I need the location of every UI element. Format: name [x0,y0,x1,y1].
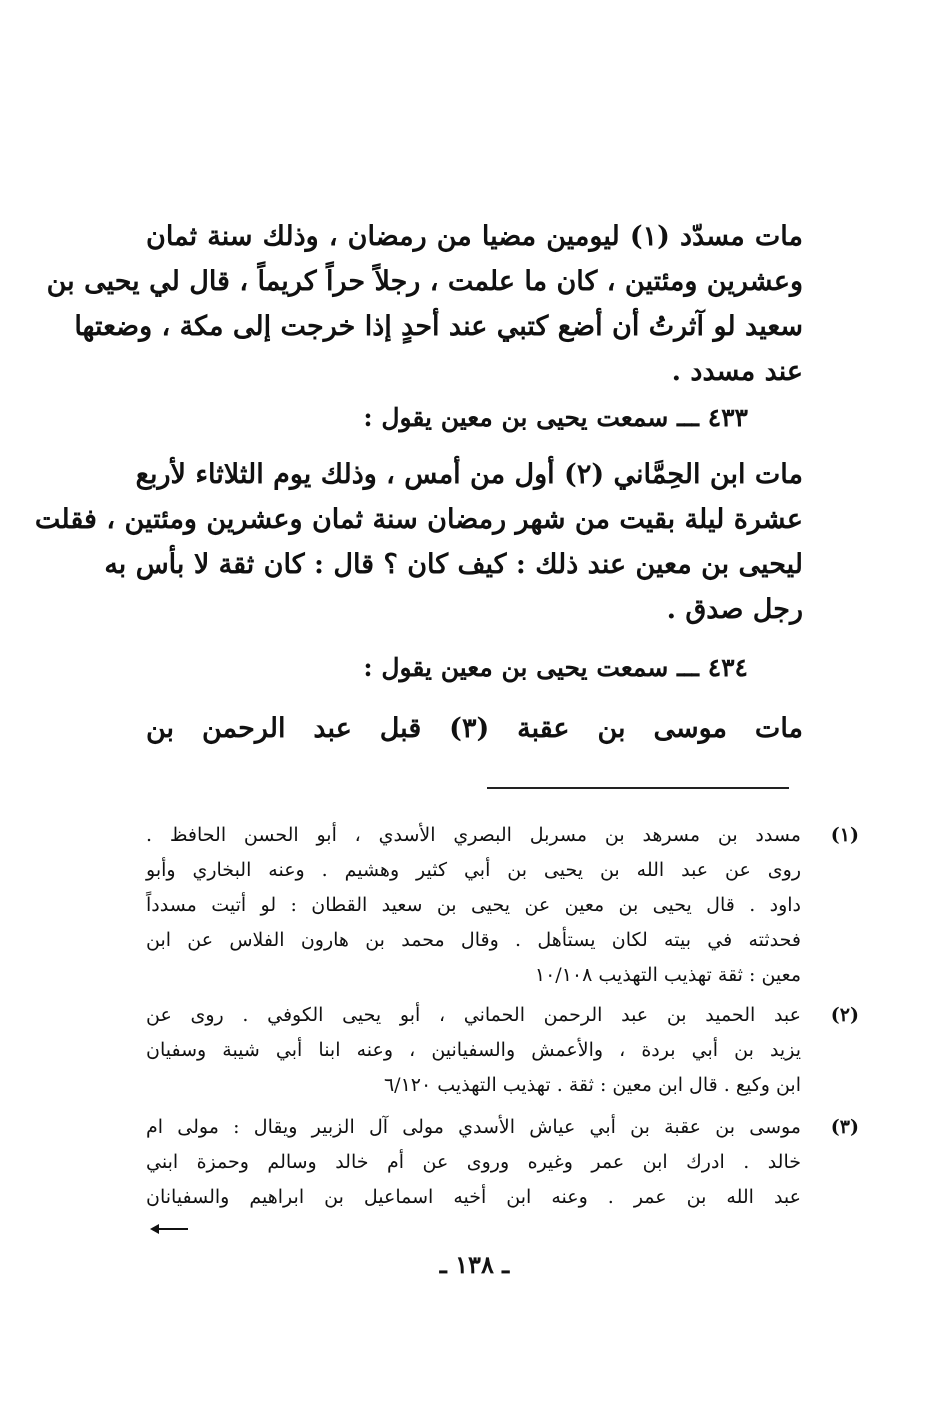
footnote-number: (٣) [830,1116,859,1138]
footnote-line: روى عن عبد الله بن يحيى بن أبي كثير وهشيم . وعنه البخاري وأبو [146,859,801,881]
text-line: وعشرين ومئتين ، كان ما علمت ، رجلاً حراً كريماً ، قال لي يحيى بن [46,266,803,297]
footnote-2 [146,998,859,1103]
footnote-3 [146,1110,859,1215]
entry-432-paragraph [46,214,803,394]
footnote-line: موسى بن عقبة بن أبي عياش الأسدي مولى آل الزبير ويقال : مولى ام [146,1116,801,1138]
footnote-number: (٢) [830,1004,859,1026]
page-number: ـ ١٣٨ ـ [439,1250,510,1279]
footnote-line: خالد . ادرك ابن عمر وغيره وروى عن أم خالد وسالم وحمزة ابني [146,1151,801,1173]
text-line: مات مسدّد (١) ليومين مضيا من رمضان ، وذلك سنة ثمان [146,221,803,252]
entry-434-paragraph [146,706,803,751]
footnote-line: عبد الله بن عمر . وعنه ابن أخيه اسماعيل بن ابراهيم والسفيانان [146,1186,801,1208]
footnote-line: عبد الحميد بن عبد الرحمن الحماني ، أبو يحيى الكوفي . روى عن [146,1004,801,1026]
text-line: عند مسدد . [671,356,803,387]
footnote-1 [146,818,859,993]
text-line: رجل صدق . [666,594,803,625]
entry-433-paragraph [34,452,803,632]
entry-434-heading: ٤٣٤ ـــ سمعت يحيى بن معين يقول : [363,653,748,682]
text-line: مات موسى بن عقبة (٣) قبل عبد الرحمن بن [146,713,804,744]
footnote-line: يزيد بن أبي بردة ، والأعمش والسفيانين ، وعنه ابنا أبي شيبة وسفيان [146,1039,801,1061]
text-line: سعيد لو آثرتُ أن أضع كتبي عند أحدٍ إذا خرجت إلى مكة ، وضعتها [74,311,803,342]
text-line: مات ابن الحِمَّاني (٢) أول من أمس ، وذلك يوم الثلاثاء لأربع [135,459,803,490]
footnote-line: داود . قال يحيى بن معين عن يحيى بن سعيد القطان : لو أتيت مسدداً [146,894,801,916]
text-line: عشرة ليلة بقيت من شهر رمضان سنة ثمان وعشرين ومئتين ، فقلت [34,504,803,535]
footnote-line: فحدثته في بيته لكان يستأهل . وقال محمد بن هارون الفلاس عن ابن [146,929,801,951]
footnote-line: مسدد بن مسرهد بن مسربل البصري الأسدي ، أبو الحسن الحافظ . [146,824,801,846]
footnote-number: (١) [830,824,859,846]
footnote-line: ابن وكيع . قال ابن معين : ثقة . تهذيب التهذيب ٦/١٢٠ [383,1074,801,1096]
entry-433-heading: ٤٣٣ ـــ سمعت يحيى بن معين يقول : [363,403,748,432]
footnote-line: معين : ثقة تهذيب التهذيب ١٠/١٠٨ [534,964,801,986]
continuation-arrow-icon [150,1222,190,1236]
text-line: ليحيى بن معين عند ذلك : كيف كان ؟ قال : كان ثقة لا بأس به [104,549,803,580]
footnote-separator [487,787,789,789]
